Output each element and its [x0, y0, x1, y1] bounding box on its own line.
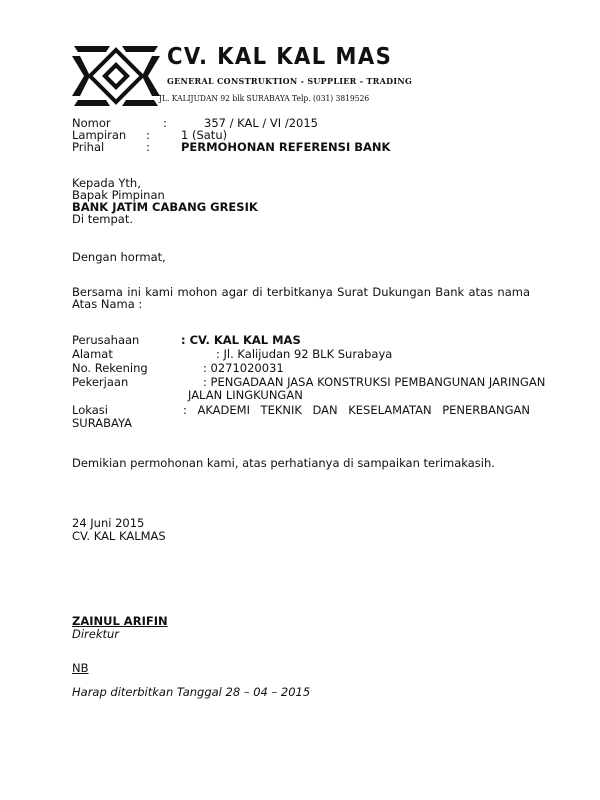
lokasi-value-2: SURABAYA [72, 416, 132, 430]
nomor-label: Nomor [72, 116, 111, 130]
note-text: Harap diterbitkan Tanggal 28 – 04 – 2015 [72, 685, 311, 699]
nomor-value: 357 / KAL / VI /2015 [204, 116, 318, 130]
prihal-colon: : [146, 140, 150, 154]
greeting: Dengan hormat, [72, 250, 166, 264]
lokasi-value-1: : AKADEMI TEKNIK DAN KESELAMATAN PENERBANGAN [183, 403, 530, 417]
company-name: CV. KAL KAL MAS [167, 44, 393, 70]
perusahaan-label: Perusahaan [72, 333, 140, 347]
company-address: JL. KALIJUDAN 92 blk SURABAYA Telp. (031) 3819526 [159, 93, 370, 103]
intro-line-2: Atas Nama : [72, 297, 143, 311]
rekening-value: : 0271020031 [203, 361, 284, 375]
alamat-value: : Jl. Kalijudan 92 BLK Surabaya [216, 347, 393, 361]
letter-date: 24 Juni 2015 [72, 516, 145, 530]
lokasi-label: Lokasi [72, 403, 108, 417]
perusahaan-value: : CV. KAL KAL MAS [181, 333, 301, 347]
prihal-value: PERMOHONAN REFERENSI BANK [181, 140, 391, 154]
pekerjaan-value-1: : PENGADAAN JASA KONSTRUKSI PEMBANGUNAN JARINGAN [203, 375, 546, 389]
prihal-label: Prihal [72, 140, 105, 154]
recipient-bank: BANK JATIM CABANG GRESIK [72, 200, 258, 214]
lampiran-colon: : [146, 128, 150, 142]
lampiran-value: 1 (Satu) [181, 128, 228, 142]
recipient-title: Bapak Pimpinan [72, 188, 165, 202]
closing-text: Demikian permohonan kami, atas perhatianya di sampaikan terimakasih. [72, 456, 495, 470]
note-label: NB [72, 661, 89, 675]
recipient-salutation: Kepada Yth, [72, 176, 141, 190]
company-logo [70, 44, 162, 108]
pekerjaan-label: Pekerjaan [72, 375, 129, 389]
pekerjaan-value-2: JALAN LINGKUNGAN [188, 388, 303, 402]
alamat-label: Alamat [72, 347, 113, 361]
lampiran-label: Lampiran [72, 128, 127, 142]
signatory-name: ZAINUL ARIFIN [72, 614, 168, 628]
signature-company: CV. KAL KALMAS [72, 529, 166, 543]
signatory-title: Direktur [72, 627, 120, 641]
intro-line-1: Bersama ini kami mohon agar di terbitkanya Surat Dukungan Bank atas nama [72, 285, 530, 299]
company-tagline: GENERAL CONSTRUKTION - SUPPLIER - TRADING [167, 76, 413, 86]
recipient-place: Di tempat. [72, 212, 134, 226]
rekening-label: No. Rekening [72, 361, 148, 375]
nomor-colon: : [163, 116, 167, 130]
